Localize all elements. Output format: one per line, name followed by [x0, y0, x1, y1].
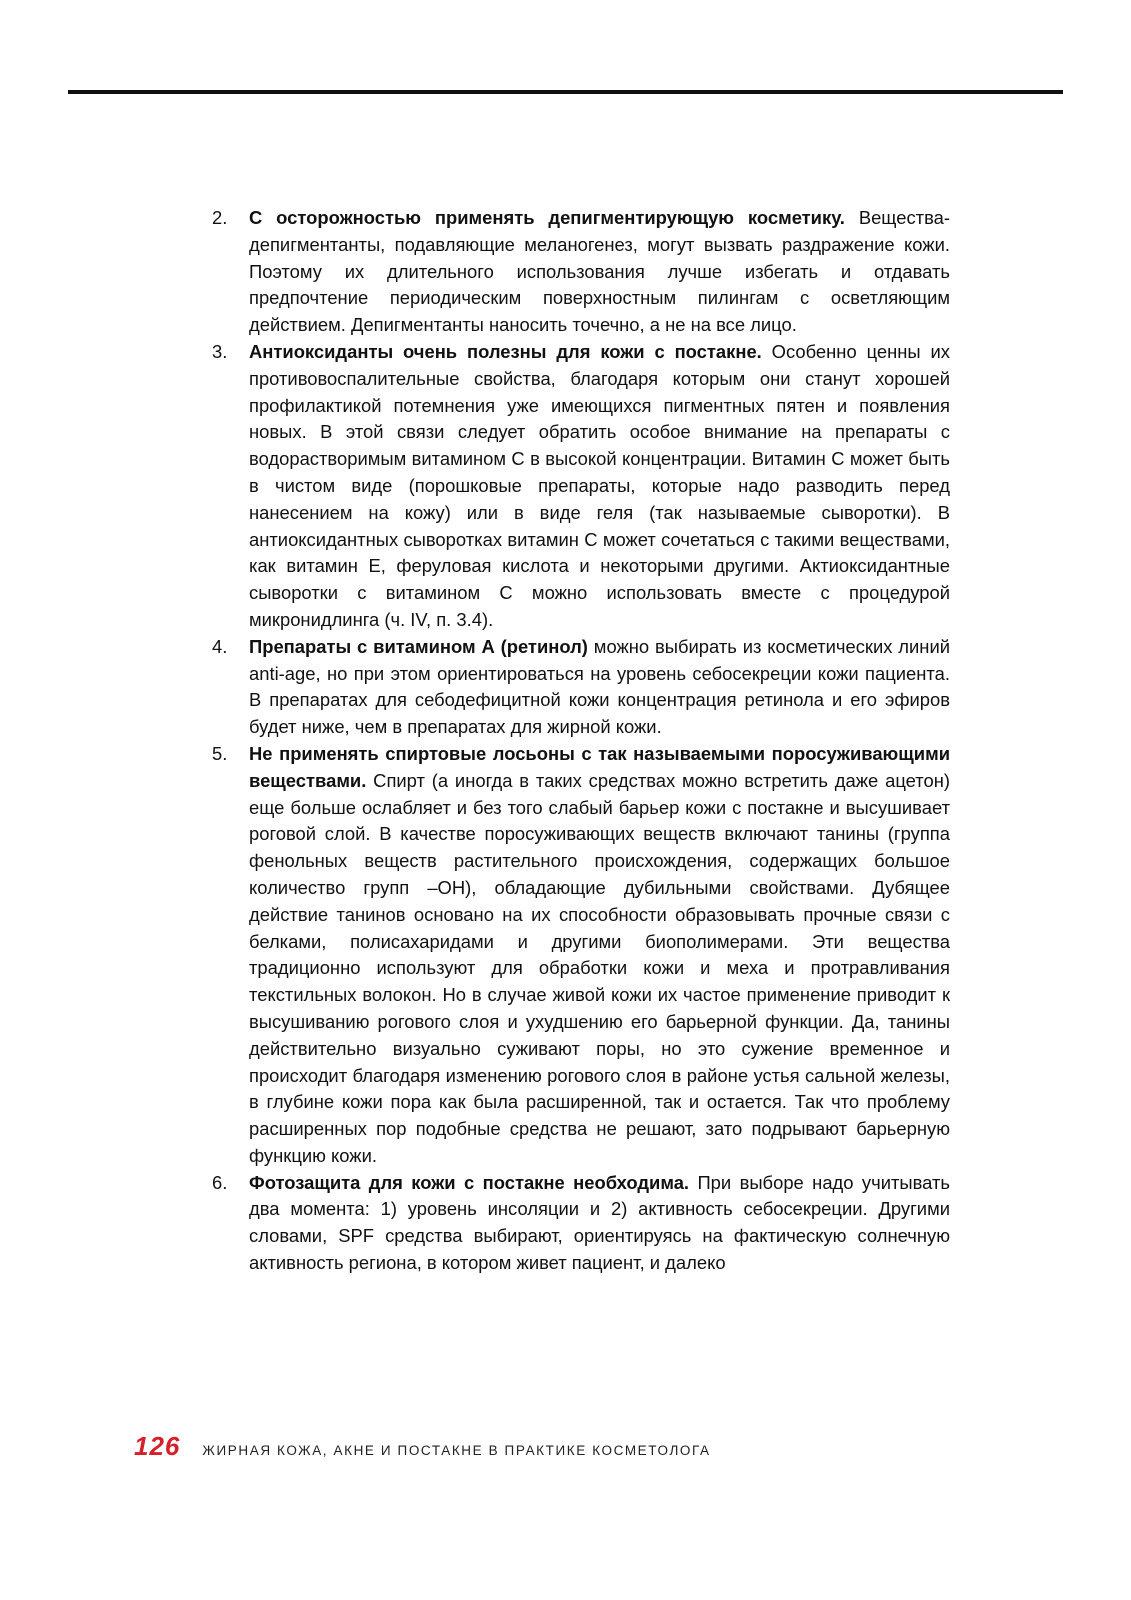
header-rule: [68, 90, 1063, 94]
list-item: [212, 205, 950, 339]
item-lead: Фотозащита для кожи с постакне необходима.: [249, 1171, 690, 1193]
list-item: [212, 339, 950, 634]
recommendation-list: [212, 205, 950, 1277]
item-text: Спирт (а иногда в таких средствах можно встретить даже ацетон) еще больше ослабляет и без того слабый барьер кожи с постакне и высушивает роговой слой. В качестве поросуживающих веществ включают танины (группа фенольных веществ растительного происхождения, содержащих большое количество групп –OH), обладающие дубильными свойствами. Дубящее действие танинов основано на их способности образовывать прочные связи с белками, полисахаридами и другими биополимерами. Эти вещества традиционно используют для обработки кожи и меха и протравливания текстильных волокон. Но в случае живой кожи их частое применение приводит к высушиванию рогового слоя и ухудшению его барьерной функции. Да, танины действительно визуально суживают поры, но это сужение временное и происходит благодаря изменению рогового слоя в районе устья сальной железы, в глубине кожи пора как была расширенной, так и остается. Так что проблему расширенных пор подобные средства не решают, зато подрывают барьерную функцию кожи.: [249, 769, 950, 1166]
item-number: 6.: [212, 1171, 228, 1193]
item-lead: Антиоксиданты очень полезны для кожи с постакне.: [249, 340, 762, 362]
page-number: 126: [134, 1431, 181, 1461]
list-item: [212, 741, 950, 1170]
item-lead: Не применять спиртовые лосьоны с так называемыми поросуживающими веществами.: [249, 742, 950, 791]
item-number: 5.: [212, 742, 228, 764]
list-item: [212, 634, 950, 741]
page-body: [212, 205, 950, 1277]
item-number: 2.: [212, 207, 228, 228]
item-text: Вещества-депигментанты, подавляющие меланогенез, могут вызвать раздражение кожи. Поэтому их длительного использования лучше избегать и отдавать предпочтение периодическим поверхностным пилингам с осветляющим действием. Депигментанты наносить точечно, а не на все лицо.: [249, 207, 950, 336]
item-text: При выборе надо учитывать два момента: 1) уровень инсоляции и 2) активность себосекреции. Другими словами, SPF средства выбирают, ориентируясь на фактическую солнечную активность региона, в котором живет пациент, и далеко: [249, 1171, 950, 1274]
page-footer: [134, 1431, 711, 1462]
item-lead: С осторожностью применять депигментирующую косметику.: [249, 207, 845, 228]
list-item: [212, 1170, 950, 1277]
item-lead: Препараты с витамином А (ретинол): [249, 635, 588, 657]
item-text: можно выбирать из косметических линий anti-age, но при этом ориентироваться на уровень себосекреции кожи пациента. В препаратах для себодефицитной кожи концентрация ретинола и его эфиров будет ниже, чем в препаратах для жирной кожи.: [249, 635, 950, 738]
item-text: Особенно ценны их противовоспалительные свойства, благодаря которым они станут хорошей профилактикой потемнения уже имеющихся пигментных пятен и появления новых. В этой связи следует обратить особое внимание на препараты с водорастворимым витамином С в высокой концентрации. Витамин С может быть в чистом виде (порошковые препараты, которые надо разводить перед нанесением на кожу) или в виде геля (так называемые сыворотки). В антиоксидантных сыворотках витамин С может сочетаться с такими веществами, как витамин Е, феруловая кислота и некоторыми другими. Актиоксидантные сыворотки с витамином С можно использовать вместе с процедурой микронидлинга (ч. IV, п. 3.4).: [249, 340, 950, 630]
running-title: ЖИРНАЯ КОЖА, АКНЕ И ПОСТАКНЕ В ПРАКТИКЕ КОСМЕТОЛОГА: [202, 1443, 711, 1458]
item-number: 4.: [212, 635, 228, 657]
item-number: 3.: [212, 340, 228, 362]
